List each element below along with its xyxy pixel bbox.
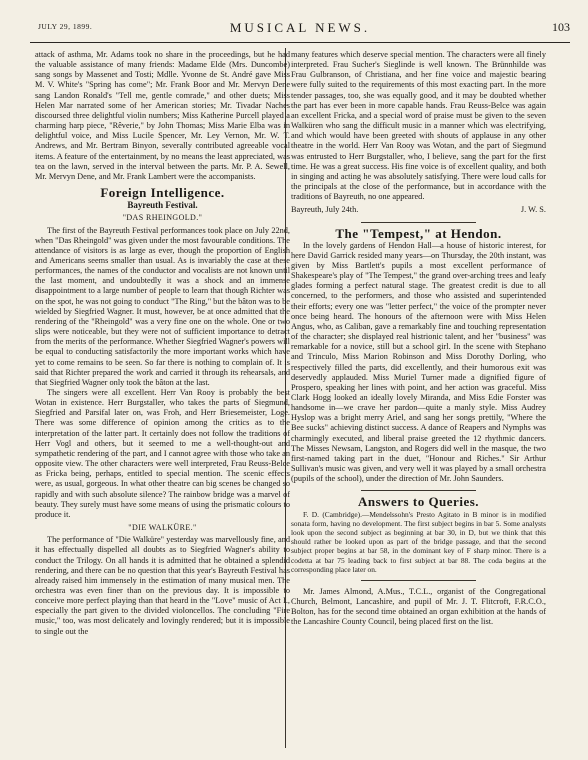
article-continuation: attack of asthma, Mr. Adams took no share in the proceedings, but he had the valuable assistance of many friends: Madame Elde (Mrs. Duncombe) sang songs by Massenet and Tosti; Mdlle. Yvonne de St. André gave Miss M. V. White's "Spring has come"; Mr. Frank Boor and Mr. Mervyn Dene sang Landon Ronald's "Tell me, gentle comrade," and other duets; Miss Helen Mar narrated some of her American stories; Mr. Tivadar Naches discoursed three delightful violin numbers; Miss Katherine Purcell played a charming harp piece, "Rêverie," by John Thomas; Miss Marie Elba was in delightful voice, and Miss Lucile Spencer, Mr. Ley Vernon, Mr. W. T. Andrews, and Mr. Bertram Binyon, severally contributed agreeable vocal items. A feature of the entertainment, by no means the least appreciated, was tea on the lawn, served in the interval between the parts. Mr. P. A. Sewell, Mr. Mervyn Dene, and Mr. Frank Lambert were the accompanists. [35, 50, 290, 181]
walkure-continuation: many features which deserve special mention. The characters were all finely interpreted. Frau Sucher's Sieglinde is well known. The Brünnhilde was Frau Gulbranson, of Christiana, and her fine voice and majestic bearing were fully suited to the requirements of this most exacting part. In the more tender passages, too, she was equally good, and it may be doubted whether the part has ever been in more capable hands. Frau Reuss-Belce was again an excellent Fricka, and a special word of praise must be given to the seven Walküren who sang the difficult music in a manner which was electrifying, and which would have been greeted with shouts of applause in any other theatre in the world. Herr Van Rooy was Wotan, and the part of Siegmund was entrusted to Herr Burgstaller, who, I believe, sang the part for the first time. He was a great success. His fine voice is of excellent quality, and both in singing and acting he was absolutely satisfying. There were loud calls for the principals at the close of the performance, but in accordance with the traditions of Bayreuth, no one appeared. [291, 50, 546, 202]
signature-place: Bayreuth, July 24th. [291, 205, 359, 215]
walkure-title: "DIE WALKÜRE." [128, 523, 197, 533]
rheingold-paragraph-1: The first of the Bayreuth Festival performances took place on July 22nd, when "Das Rheingold" was given under the most favourable conditions. The attendance of visitors is as large as ever, though the proportion of English and Americans seems smaller than usual. As is invariably the case at these performances, the names of the conductor and vocalists are not known until the last moment, and undoubtedly it was a shock and an immense disappointment to a large number of people to learn that though Richter was on the spot, he was not going to conduct "The Ring," but the bâton was to be wielded by Siegfried Wagner. It must, however, be at once admitted that the rendering of the "Rheingold" was a very fine one on the whole. One or two slips were noticeable, but they were not of sufficient importance to detract from the merits of the performance. Whether Siegfried Wagner's powers will be equal to conducting satisfactorily the more important works which have yet to come remains to be seen. So far there is nothing to complain of. It is said that Richter prepared the work and carried it through its rehearsals, and that Siegfried Wagner only took the bâton at the last. [35, 225, 290, 387]
answers-paragraph: F. D. (Cambridge).—Mendelssohn's Presto Agitato in B minor is in modified sonata form, having no development. The first subject begins in bar 5. Some analysts look upon the second subject as beginning at bar 30, in D, but we think that this should rather be looked upon as part of the bridge passage, and that the second subject proper begins at bar 58, in the dominant key of F sharp minor. There is a codetta at bar 75 leading back to first subject at bar 88. The coda begins at the corresponding place later on. [291, 509, 546, 574]
walkure-paragraph: The performance of "Die Walküre" yesterday was marvellously fine, and it has effectually dispelled all doubts as to Siegfried Wagner's ability to conduct the Trilogy. On all hands it is admitted that he obtained a splendid rendering, and there can be no question that this year's Bayreuth Festival has already raised him immensely in the estimation of many musical men. The orchestra was even finer than on the previous day. It is impossible to conceive more perfect playing than that heard in the "Love" music of Act I., especially the part given to the divided violoncellos. The concluding "Fire music," too, was most delicately and lovingly rendered; but it is impossible to single out the [35, 535, 290, 636]
section-separator [361, 490, 476, 491]
page-header [30, 20, 570, 36]
tempest-heading: The "Tempest," at Hendon. [335, 225, 502, 241]
rheingold-title: "DAS RHEINGOLD." [122, 213, 203, 223]
page-number: 103 [552, 20, 570, 34]
tempest-paragraph: In the lovely gardens of Hendon Hall—a house of historic interest, for here David Garrick resided many years—on Thursday, the 20th instant, was given by Miss Bartlett's pupils a most excellent performance of Shakespeare's play of "The Tempest," the grand over-arching trees and leafy glades forming a perfect natural stage. The greatest credit is due to all concerned, to the performers, and those who assisted and superintended their efforts; every one was "letter perfect," the voice of the prompter never once being heard. The honours of the afternoon were with Miss Helen Angus, who, as Caliban, gave a remarkably fine and touching representation of the character; she displayed real histrionic talent, and her "business" was remarkable for a novice, still but a school girl. In the scene with Stephano and Trinculo, Miss Marion Robinson and Miss Dorothy Dorling, who respectively filled the parts, did excellently, and their humorous exit was deservedly applauded. Miss Muriel Turner made a dignified figure of Prospero, speaking her lines with point, and her action was graceful. Miss Clark Hogg looked an ideally lovely Miranda, and Miss Edie Forster was handsome in—we crave her pardon—quite a manly style. Miss Audrey Hyslop was a bright merry Ariel, and sang her songs prettily, "Where the Bee sucks" achieving distinct success. A dance of Reapers and Nymphs was charmingly executed, and liberal praise greeted the 12 rhythmic dancers. The Misses Newsam, Langston, and Rogers did well in the masque, the two first-named taking part in the duet, "Honour and Riches." Sir Arthur Sullivan's music was given, and very well it was played by a small orchestra (pupils of the school), under the direction of Mr. John Saunders. [291, 240, 546, 484]
section-separator [361, 222, 476, 223]
section-separator [361, 580, 476, 581]
article-signature [291, 205, 546, 215]
masthead-title: MUSICAL NEWS. [229, 20, 371, 35]
foreign-intelligence-heading: Foreign Intelligence. [100, 185, 225, 201]
bayreuth-festival-heading: Bayreuth Festival. [127, 200, 198, 211]
signature-initials: J. W. S. [520, 205, 546, 215]
left-column [35, 50, 290, 637]
header-date: JULY 29, 1899. [38, 22, 93, 31]
header-rule [30, 42, 570, 43]
rheingold-paragraph-2: The singers were all excellent. Herr Van Rooy is probably the best Wotan in existence. Herr Burgstaller, who takes the parts of Siegmund, Siegfried and Parsifal later on, was Froh, and Herr Briesemeister, Loge. There was some difference of opinion among the critics as to the interpretation of the latter part. It certainly does not follow the traditions of Herr Vogl and others, but it seemed to me a well-thought-out and sympathetic rendering of the part, and I cannot agree with those who take an opposite view. The other characters were well interpreted, Frau Reuss-Belce as Fricka being, perhaps, entitled to special mention. The scenic effects were, as usual, gorgeous. In what other theatre can big scenes be changed so rapidly and with such absolute silence? The rainbow bridge was a marvel of beauty. They surely must have some means of using the prismatic colours to produce it. [35, 388, 290, 519]
almond-paragraph: Mr. James Almond, A.Mus., T.C.L., organist of the Congregational Church, Belmont, Lancashire, and pupil of Mr. J. T. Flitcroft, F.R.C.O., Bolton, has for the second time obtained an organ exhibition at the hands of the Lancashire County Council, being placed first on the list. [291, 586, 546, 627]
answers-to-queries-heading: Answers to Queries. [357, 494, 480, 510]
right-column [291, 50, 546, 628]
